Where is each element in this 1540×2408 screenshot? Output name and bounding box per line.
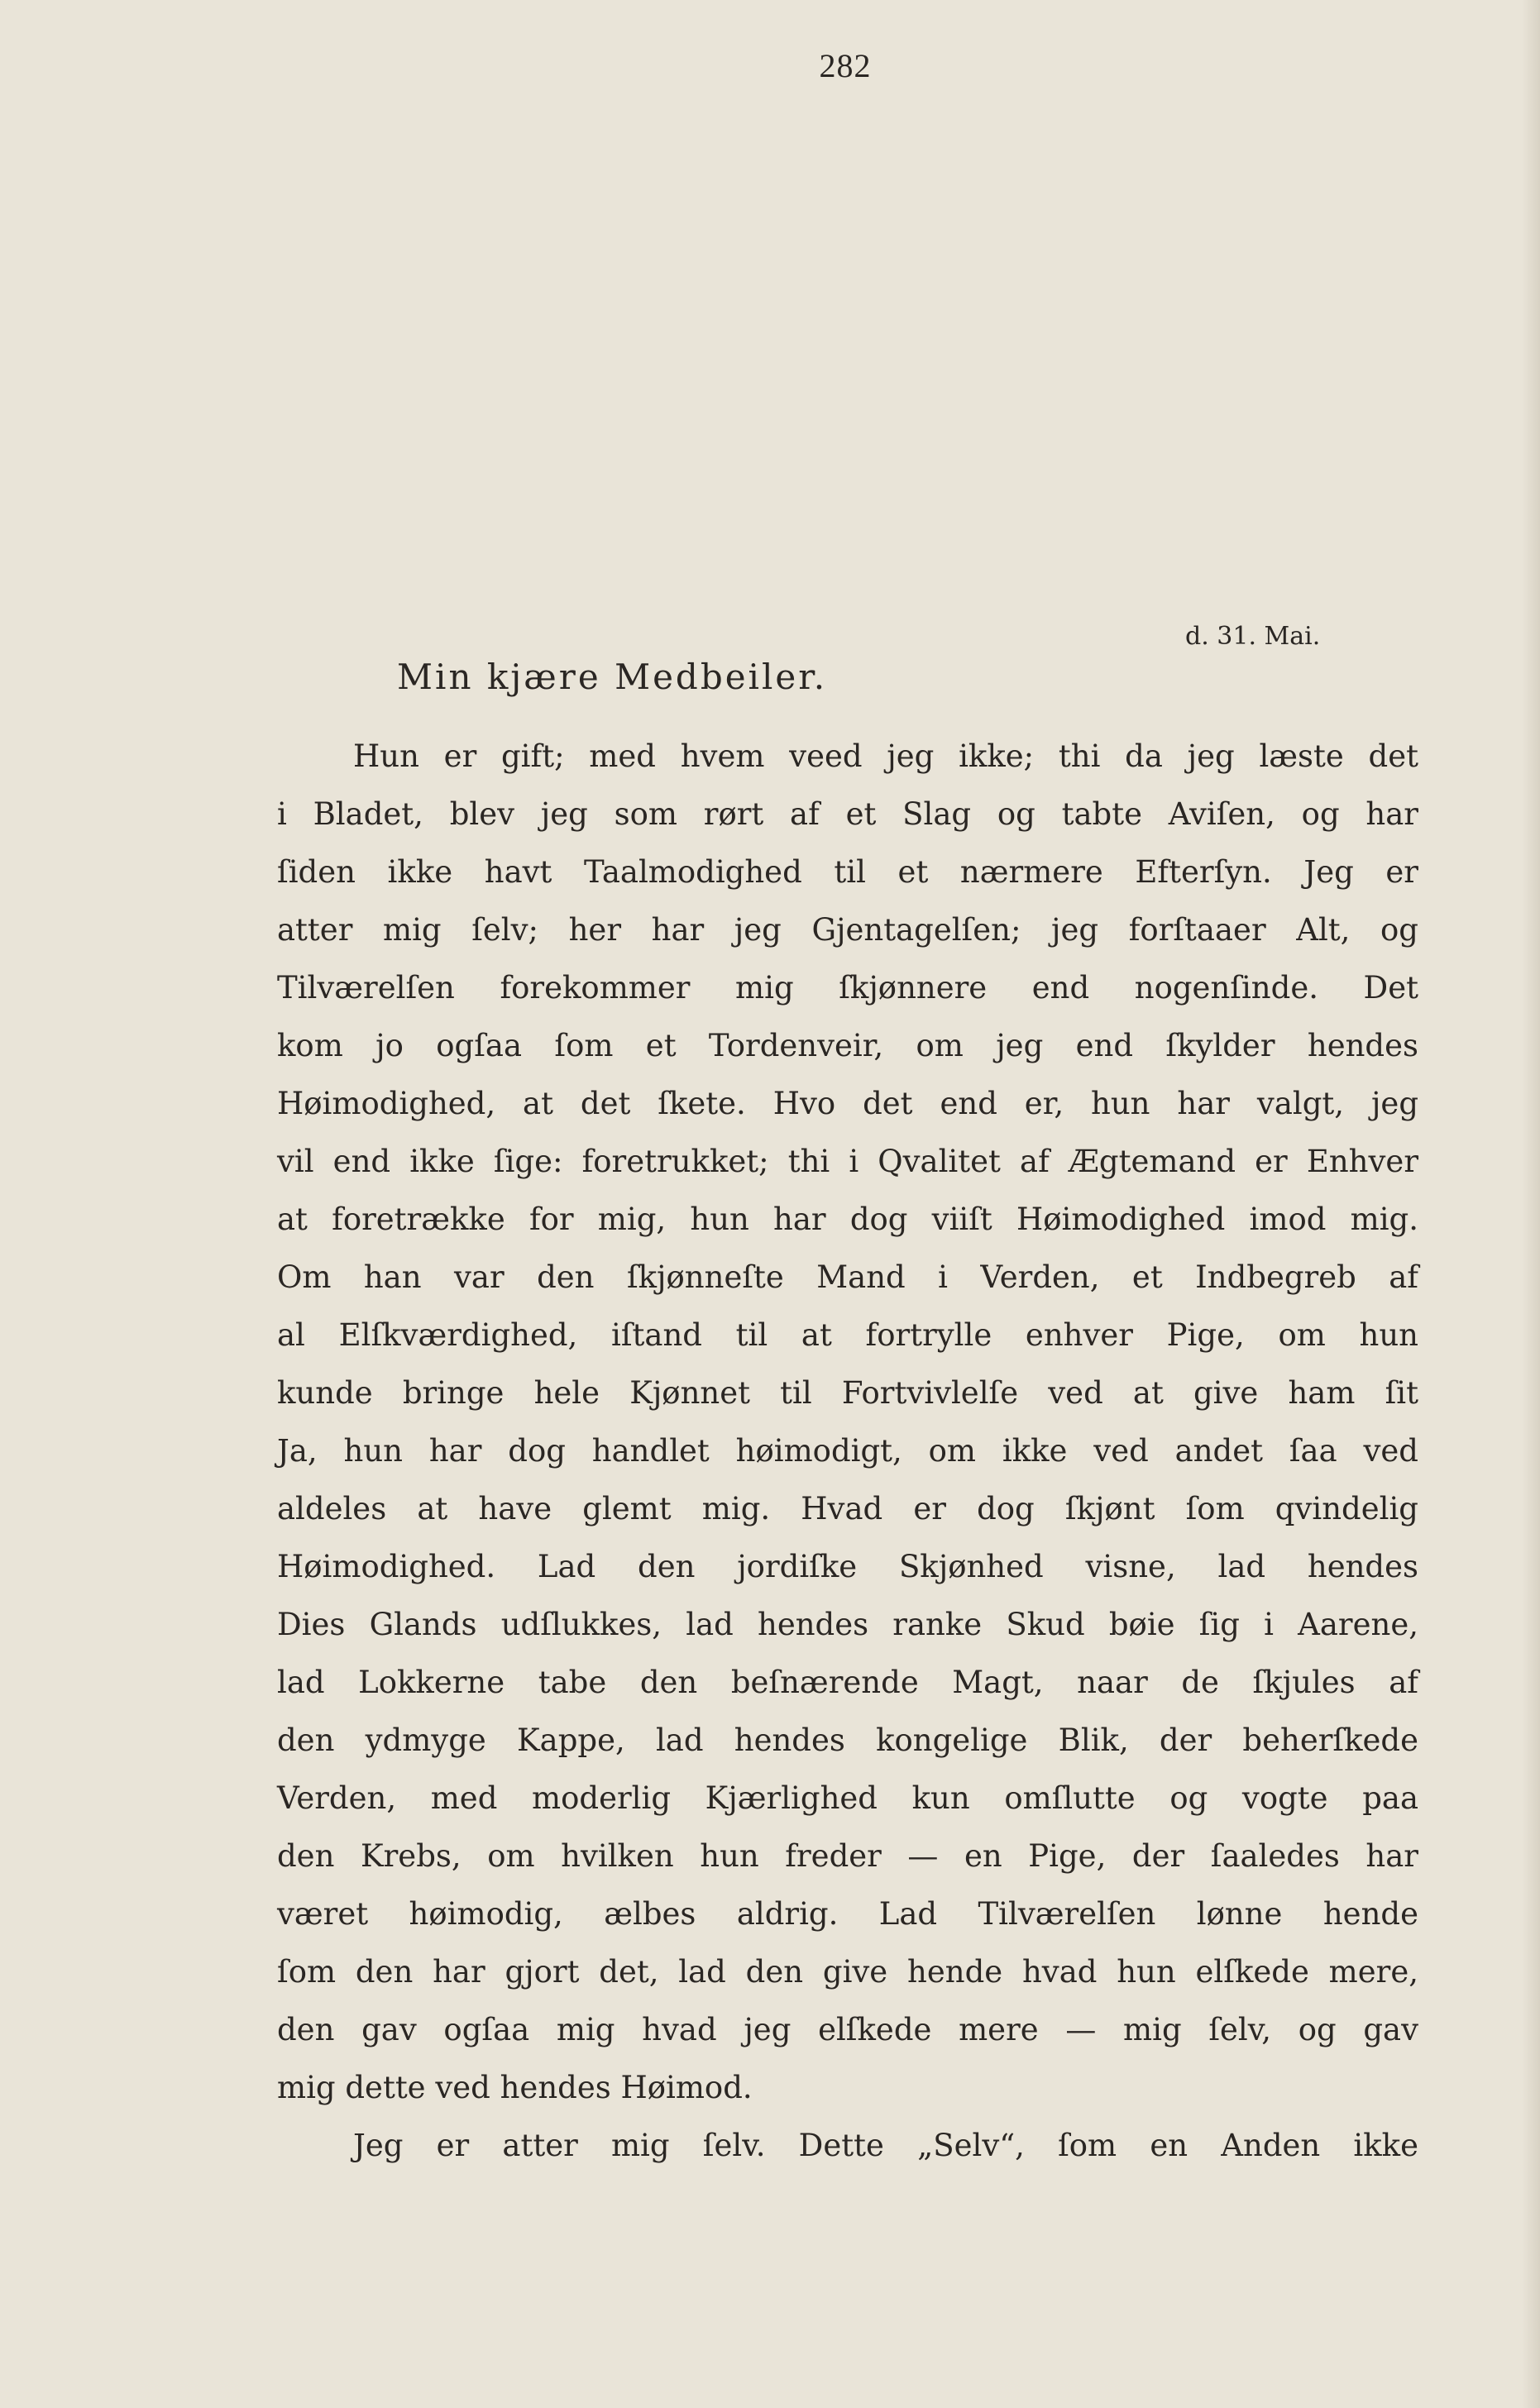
text-line: den Krebs, om hvilken hun freder — en Pige, der ſaaledes har [277, 1838, 1418, 1874]
text-line: Ja, hun har dog handlet høimodigt, om ikke ved andet ſaa ved [277, 1433, 1418, 1469]
text-line: mig dette ved hendes Høimod. [277, 2070, 753, 2105]
text-line: kom jo ogſaa ſom et Tordenveir, om jeg end ſkylder hendes [277, 1028, 1418, 1063]
text-line: ſiden ikke havt Taalmodighed til et nærmere Efterſyn. Jeg er [277, 854, 1418, 890]
text-line: ſom den har gjort det, lad den give hende hvad hun elſkede mere, [277, 1954, 1418, 1990]
text-line: Verden, med moderlig Kjærlighed kun omſlutte og vogte paa [277, 1780, 1418, 1816]
text-line: lad Lokkerne tabe den beſnærende Magt, naar de ſkjules af [277, 1665, 1418, 1700]
text-line: den ydmyge Kappe, lad hendes kongelige Blik, der beherſkede [277, 1722, 1418, 1758]
text-line: den gav ogſaa mig hvad jeg elſkede mere — mig ſelv, og gav [277, 2012, 1418, 2047]
text-line: Tilværelſen forekommer mig ſkjønnere end nogenſinde. Det [277, 970, 1418, 1006]
text-line: været høimodig, ælbes aldrig. Lad Tilværelſen lønne hende [277, 1896, 1418, 1932]
page-number: 282 [819, 47, 872, 84]
text-line: vil end ikke ſige: foretrukket; thi i Qvalitet af Ægtemand er Enhver [277, 1144, 1418, 1179]
text-line: Høimodighed, at det ſkete. Hvo det end er, hun har valgt, jeg [277, 1086, 1418, 1121]
text-line: Høimodighed. Lad den jordiſke Skjønhed visne, lad hendes [277, 1549, 1418, 1584]
text-line: Om han var den ſkjønneſte Mand i Verden, et Indbegreb af [277, 1259, 1418, 1295]
text-line: kunde bringe hele Kjønnet til Fortvivlelſe ved at give ham ſit [277, 1375, 1418, 1411]
text-line: aldeles at have glemt mig. Hvad er dog ſkjønt ſom qvindelig [277, 1491, 1418, 1526]
text-line: Jeg er atter mig ſelv. Dette „Selv“, ſom en Anden ikke [353, 2128, 1418, 2163]
text-line: atter mig ſelv; her har jeg Gjentagelſen; jeg forſtaaer Alt, og [277, 912, 1418, 948]
text-line: at foretrække for mig, hun har dog viiſt Høimodighed imod mig. [277, 1202, 1418, 1237]
letter-salutation: Min kjære Medbeiler. [397, 657, 828, 697]
text-line: Dies Glands udſlukkes, lad hendes ranke Skud bøie ſig i Aarene, [277, 1607, 1418, 1642]
text-line: al Elſkværdighed, iſtand til at fortrylle enhver Pige, om hun [277, 1317, 1418, 1353]
text-line: Hun er gift; med hvem veed jeg ikke; thi da jeg læste det [353, 738, 1418, 774]
text-line: i Bladet, blev jeg som rørt af et Slag og tabte Aviſen, og har [277, 796, 1418, 832]
page-edge [1522, 0, 1540, 2408]
letter-body [277, 728, 1418, 2175]
letter-date: d. 31. Mai. [1185, 622, 1321, 651]
